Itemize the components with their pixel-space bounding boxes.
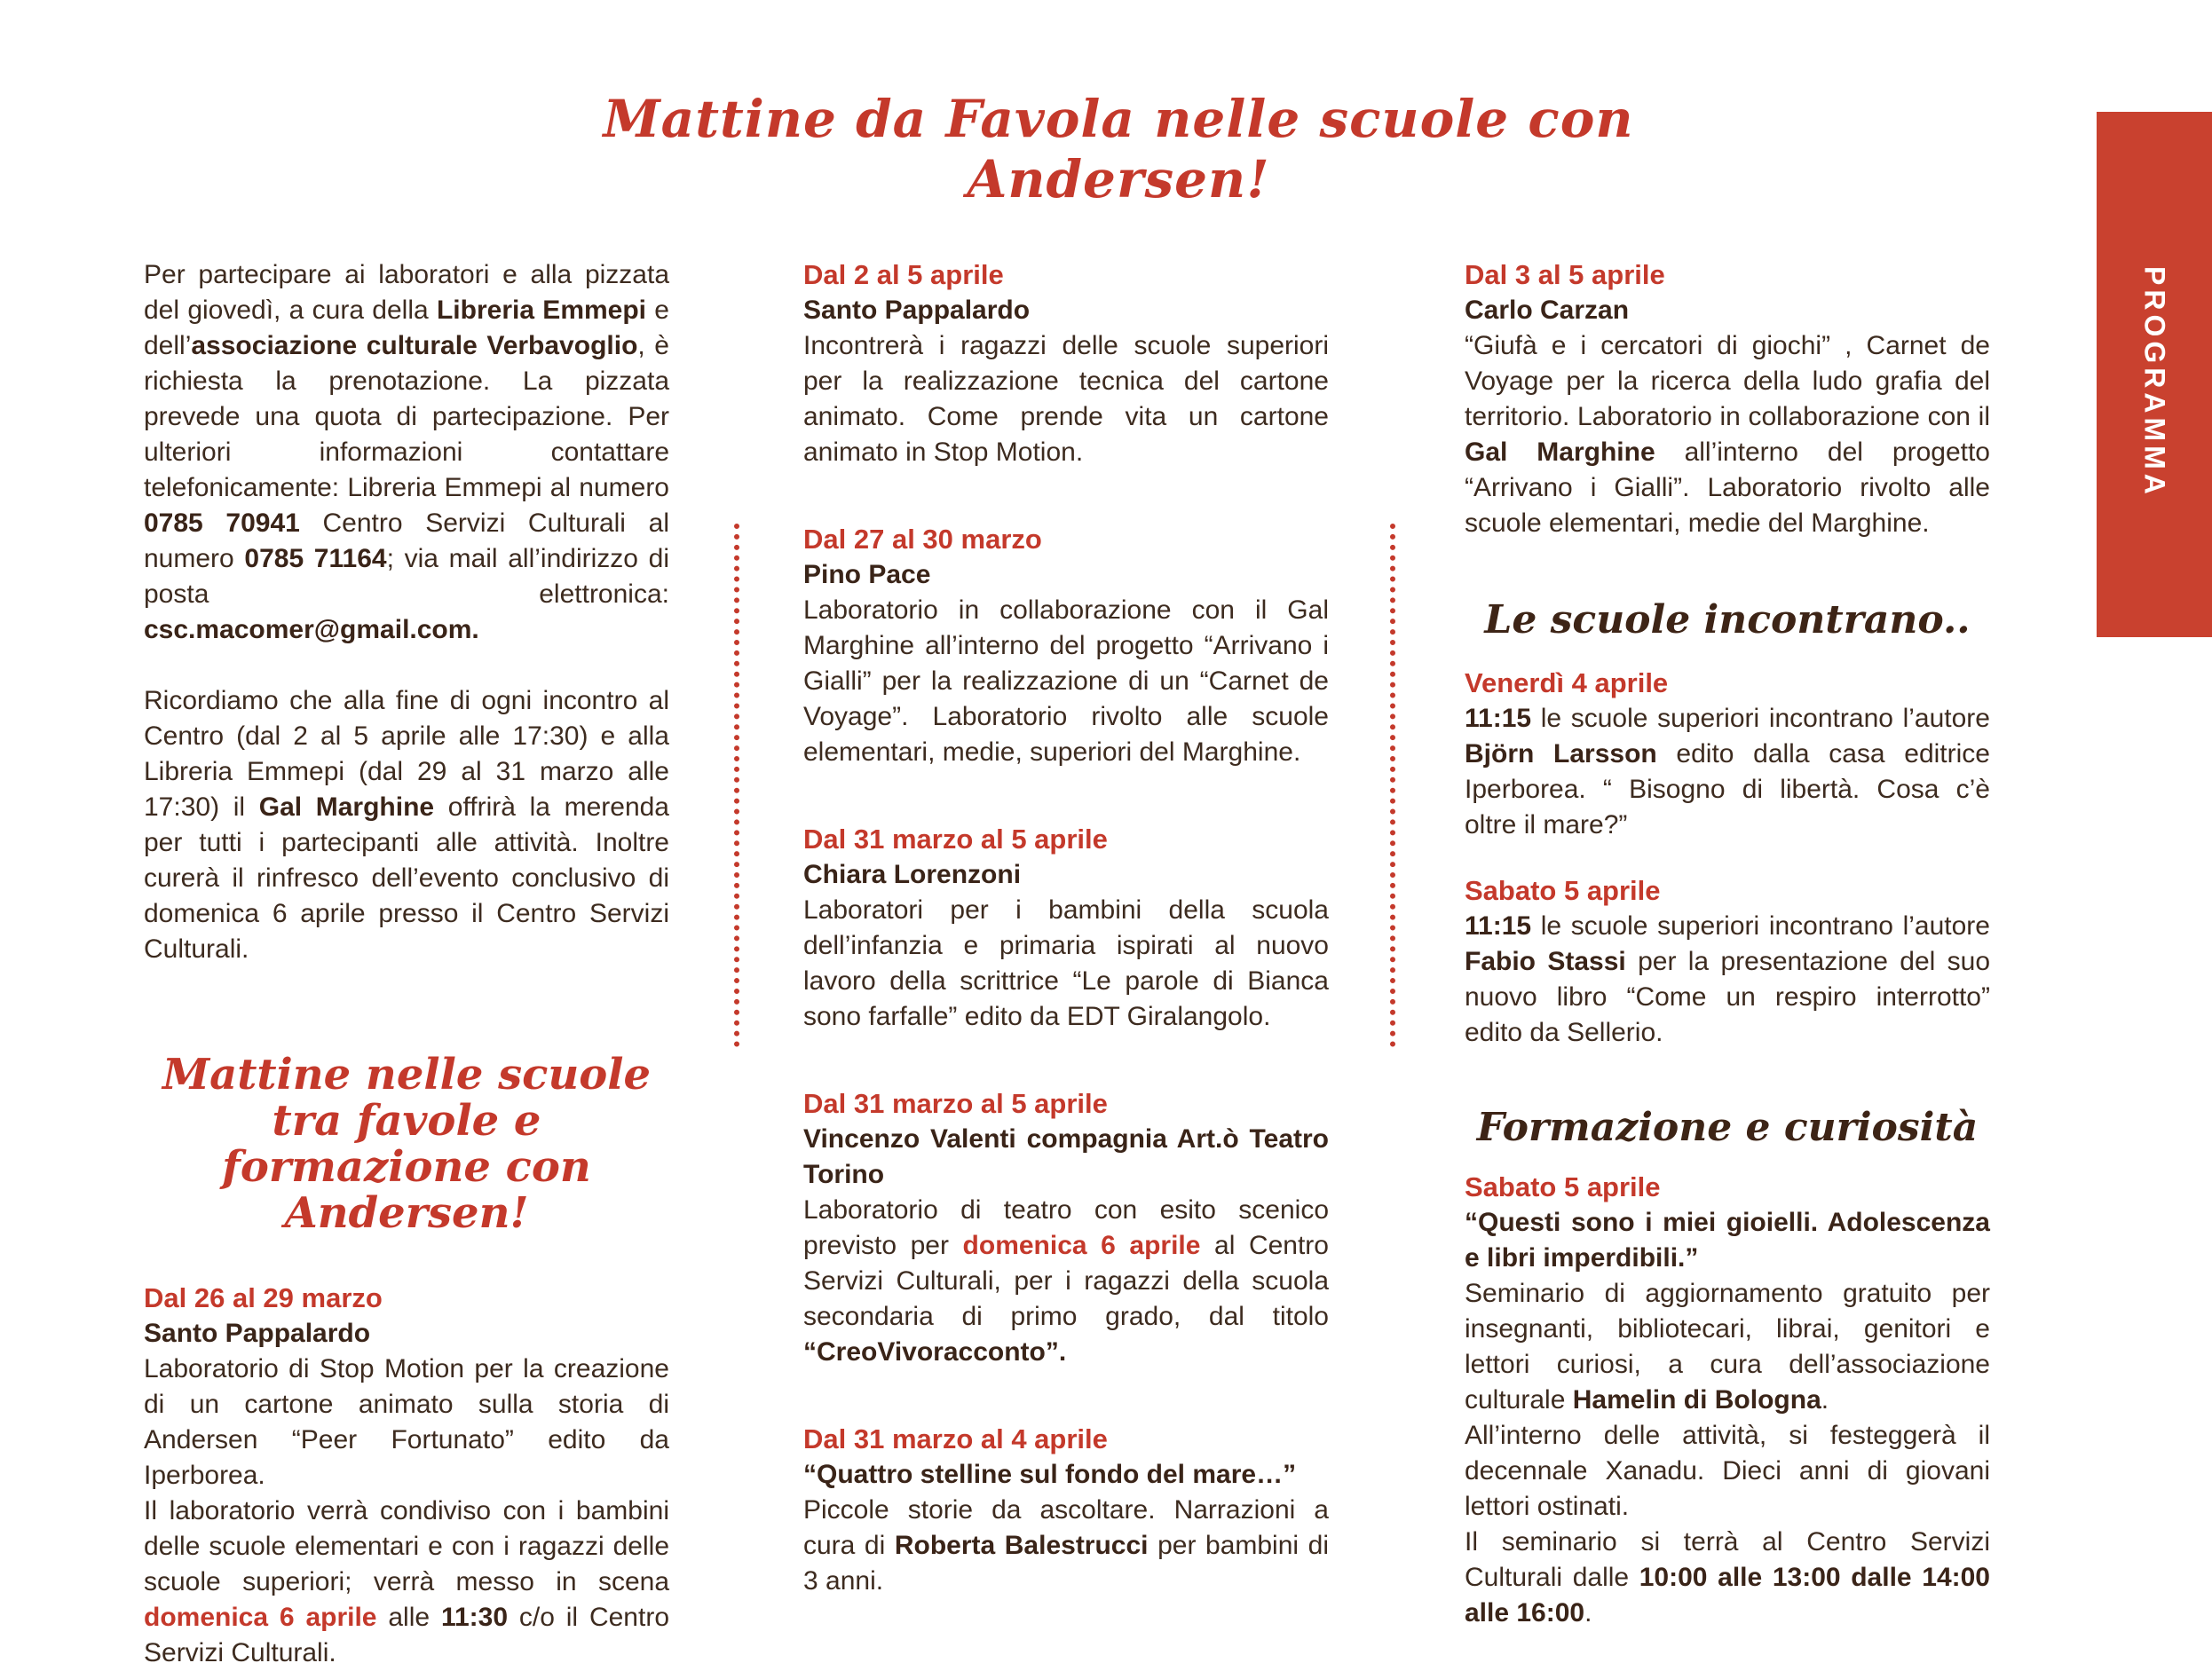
event-description: “Giufà e i cercatori di giochi” , Carnet de Voyage per la ricerca della ludo grafia del territorio. Laboratorio in collaborazione con il Gal Marghine all’interno del progetto “Arrivano i Gialli”. Laboratorio rivolto alle scuole elementari, medie del Marghine. — [1465, 331, 1990, 538]
event-block — [803, 1422, 1329, 1599]
libreria-emmepi: Libreria Emmepi — [436, 296, 647, 325]
event-date: Dal 27 al 30 marzo — [803, 524, 1042, 555]
event-date: Venerdì 4 aprile — [1465, 667, 1669, 698]
email-address: csc.macomer@gmail.com. — [144, 615, 479, 644]
event-date: Dal 26 al 29 marzo — [144, 1282, 383, 1313]
event-block — [803, 522, 1329, 770]
divider-right — [1390, 524, 1395, 1047]
column-2 — [803, 257, 1329, 1599]
event-description: Laboratorio di Stop Motion per la creazione di un cartone animato sulla storia di Andersen “Peer Fortunato” edito da Iperborea. — [144, 1354, 669, 1490]
event-description: Laboratorio in collaborazione con il Gal Marghine all’interno del progetto “Arrivano i Gialli” per la realizzazione di un “Carnet de Voyage”. Laboratorio rivolto alle scuole elementari, medie, superiori del Marghine. — [803, 595, 1329, 767]
event-block — [144, 1281, 669, 1671]
event-block — [803, 822, 1329, 1035]
event-name: Chiara Lorenzoni — [803, 860, 1022, 889]
section-title-incontri: Le scuole incontrano.. — [1484, 597, 1971, 642]
event-name: Carlo Carzan — [1465, 296, 1630, 325]
event-name: “Questi sono i miei gioielli. Adolescenza e libri imperdibili.” — [1465, 1208, 1990, 1273]
event-block — [1465, 1170, 1990, 1631]
event-description-2: Il laboratorio verrà condiviso con i bambini delle scuole elementari e con i ragazzi delle scuole superiori; verrà messo in scena domenica 6 aprile alle 11:30 c/o il Centro Servizi Culturali. — [144, 1496, 670, 1667]
event-block — [1465, 873, 1990, 1051]
event-description: Incontrerà i ragazzi delle scuole superiori per la realizzazione tecnica del cartone animato. Come prende vita un cartone animato in Stop Motion. — [803, 331, 1329, 467]
column-1 — [144, 257, 669, 1671]
booking-info: Per partecipare ai laboratori e alla pizzata del giovedì, a cura della Libreria Emmepi e dell’associazione culturale Verbavoglio, è richiesta la prenotazione. La pizzata prevede una quota di partecipazione. Per ulteriori informazioni contattare telefonicamente: Libreria Emmepi al numero 0785 70941 Centro Servizi Culturali al numero 0785 71164; via mail all’indirizzo di posta elettronica: csc.macomer@gmail.com. — [144, 260, 669, 644]
phone-centro: 0785 71164 — [244, 544, 387, 573]
event-block — [1465, 257, 1990, 541]
phone-libreria: 0785 70941 — [144, 508, 300, 538]
event-date: Dal 2 al 5 aprile — [803, 259, 1004, 290]
main-title: Mattine da Favola nelle scuole con Andersen! — [603, 89, 1634, 209]
event-block — [803, 257, 1329, 470]
event-name: “Quattro stelline sul fondo del mare…” — [803, 1460, 1297, 1489]
event-date: Dal 31 marzo al 5 aprile — [803, 1088, 1108, 1119]
programma-tab — [2097, 112, 2212, 637]
event-date: Dal 31 marzo al 4 aprile — [803, 1423, 1108, 1454]
section-title-scuole: Mattine nelle scuole tra favole e formazione con Andersen! — [162, 1050, 652, 1238]
event-name: Vincenzo Valenti compagnia Art.ò Teatro Torino — [803, 1124, 1329, 1189]
event-description-3: Il seminario si terrà al Centro Servizi Culturali dalle 10:00 alle 13:00 dalle 14:00 alle 16:00. — [1465, 1527, 1990, 1628]
event-date: Dal 3 al 5 aprile — [1465, 259, 1665, 290]
associazione-verbavoglio: associazione culturale Verbavoglio — [191, 331, 638, 360]
event-description: Seminario di aggiornamento gratuito per insegnanti, bibliotecari, librai, genitori e lettori curiosi, a cura dell’associazione culturale Hamelin di Bologna. — [1465, 1279, 1990, 1415]
event-name: Pino Pace — [803, 560, 931, 589]
event-description-2: All’interno delle attività, si festeggerà il decennale Xanadu. Dieci anni di giovani lettori ostinati. — [1465, 1421, 1990, 1521]
event-block — [1465, 666, 1990, 843]
reminder-info: Ricordiamo che alla fine di ogni incontro al Centro (dal 2 al 5 aprile alle 17:30) e alla Libreria Emmepi (dal 29 al 31 marzo alle 17:30) il Gal Marghine offrirà la merenda per tutti i partecipanti alle attività. Inoltre curerà il rinfresco dell’evento conclusivo di domenica 6 aprile presso il Centro Servizi Culturali. — [144, 686, 669, 964]
event-description: Laboratori per i bambini della scuola dell’infanzia e primaria ispirati al nuovo lavoro della scrittrice “Le parole di Bianca sono farfalle” edito da EDT Giralangolo. — [803, 895, 1329, 1031]
event-block — [803, 1086, 1329, 1370]
event-description: Piccole storie da ascoltare. Narrazioni a cura di Roberta Balestrucci per bambini di 3 anni. — [803, 1495, 1329, 1596]
event-name: Santo Pappalardo — [144, 1319, 371, 1348]
column-3 — [1465, 257, 1990, 1631]
event-date: Sabato 5 aprile — [1465, 1171, 1661, 1202]
event-date: Dal 31 marzo al 5 aprile — [803, 824, 1108, 855]
event-name: Santo Pappalardo — [803, 296, 1031, 325]
divider-left — [734, 524, 739, 1047]
event-description: Laboratorio di teatro con esito scenico previsto per domenica 6 aprile al Centro Servizi Culturali, per i ragazzi della scuola secondaria di primo grado, dal titolo “CreoVivoracconto”. — [803, 1195, 1329, 1367]
event-date: Sabato 5 aprile — [1465, 875, 1661, 906]
event-description: 11:15 le scuole superiori incontrano l’autore Fabio Stassi per la presentazione del suo nuovo libro “Come un respiro interrotto” edito da Sellerio. — [1465, 911, 1991, 1047]
programma-tab-label: PROGRAMMA — [2138, 266, 2171, 499]
gal-marghine: Gal Marghine — [258, 792, 435, 822]
section-title-formazione: Formazione e curiosità — [1476, 1105, 1979, 1150]
event-description: 11:15 le scuole superiori incontrano l’autore Björn Larsson edito dalla casa editrice Iperborea. “ Bisogno di libertà. Cosa c’è oltre il mare?” — [1465, 704, 1990, 839]
